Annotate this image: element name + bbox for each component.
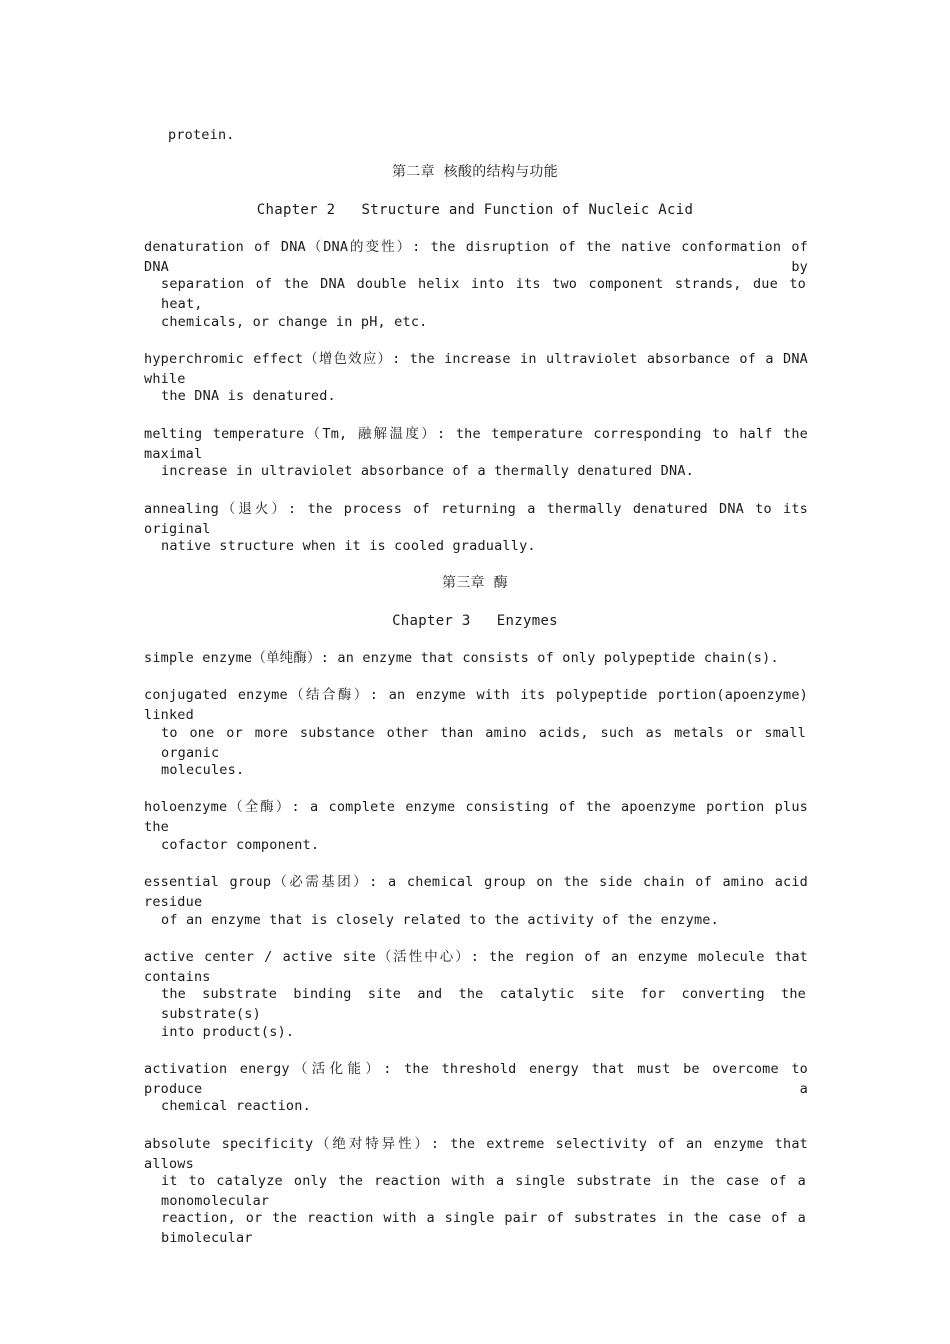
term-denaturation-of-dna: denaturation of DNA（DNA的变性）: the disruption of the native conformation of DNA by xyxy=(144,239,808,275)
term-activation-energy: activation energy（活化能）: the threshold energy that must be overcome to produce a xyxy=(144,1061,808,1097)
term-essential-group: essential group（必需基团）: a chemical group on the side chain of amino acid residue xyxy=(144,874,808,910)
chapter-3-title-chinese: 第三章 酶 xyxy=(442,575,508,591)
definition-line: molecules. xyxy=(161,762,245,778)
definition-line: of an enzyme that is closely related to the activity of the enzyme. xyxy=(161,912,719,928)
definition-line: into product(s). xyxy=(161,1024,295,1040)
term-simple-enzyme: simple enzyme（单纯酶）: an enzyme that consists of only polypeptide chain(s). xyxy=(144,650,779,666)
definition-line: cofactor component. xyxy=(161,837,320,853)
definition-line: to one or more substance other than amino acids, such as metals or small organic xyxy=(161,725,806,761)
definition-line: the substrate binding site and the catalytic site for converting the substrate(s) xyxy=(161,986,806,1022)
definition-line: separation of the DNA double helix into its two component strands, due to heat, xyxy=(161,276,806,312)
definition-line: increase in ultraviolet absorbance of a thermally denatured DNA. xyxy=(161,463,694,479)
definition-line: reaction, or the reaction with a single pair of substrates in the case of a bimolecular xyxy=(161,1210,806,1246)
definition-line: chemical reaction. xyxy=(161,1098,311,1114)
term-active-center: active center / active site（活性中心）: the region of an enzyme molecule that contains xyxy=(144,949,808,985)
continuation-text: protein. xyxy=(168,127,235,143)
chapter-2-title-chinese: 第二章 核酸的结构与功能 xyxy=(391,164,559,180)
chapter-2-title-english: Chapter 2 Structure and Function of Nucleic Acid xyxy=(256,202,694,218)
term-hyperchromic-effect: hyperchromic effect（增色效应）: the increase in ultraviolet absorbance of a DNA while xyxy=(144,351,808,387)
term-melting-temperature: melting temperature（Tm, 融解温度）: the temperature corresponding to half the maximal xyxy=(144,426,808,462)
term-annealing: annealing（退火）: the process of returning a thermally denatured DNA to its original xyxy=(144,501,808,537)
chapter-3-title-english: Chapter 3 Enzymes xyxy=(392,613,558,629)
definition-line: native structure when it is cooled gradually. xyxy=(161,538,536,554)
definition-line: chemicals, or change in pH, etc. xyxy=(161,314,428,330)
term-absolute-specificity: absolute specificity（绝对特异性）: the extreme selectivity of an enzyme that allows xyxy=(144,1136,808,1172)
term-holoenzyme: holoenzyme（全酶）: a complete enzyme consisting of the apoenzyme portion plus the xyxy=(144,799,808,835)
definition-line: the DNA is denatured. xyxy=(161,388,336,404)
term-conjugated-enzyme: conjugated enzyme（结合酶）: an enzyme with its polypeptide portion(apoenzyme) linked xyxy=(144,687,808,723)
definition-line: it to catalyze only the reaction with a single substrate in the case of a monomolecular xyxy=(161,1173,806,1209)
